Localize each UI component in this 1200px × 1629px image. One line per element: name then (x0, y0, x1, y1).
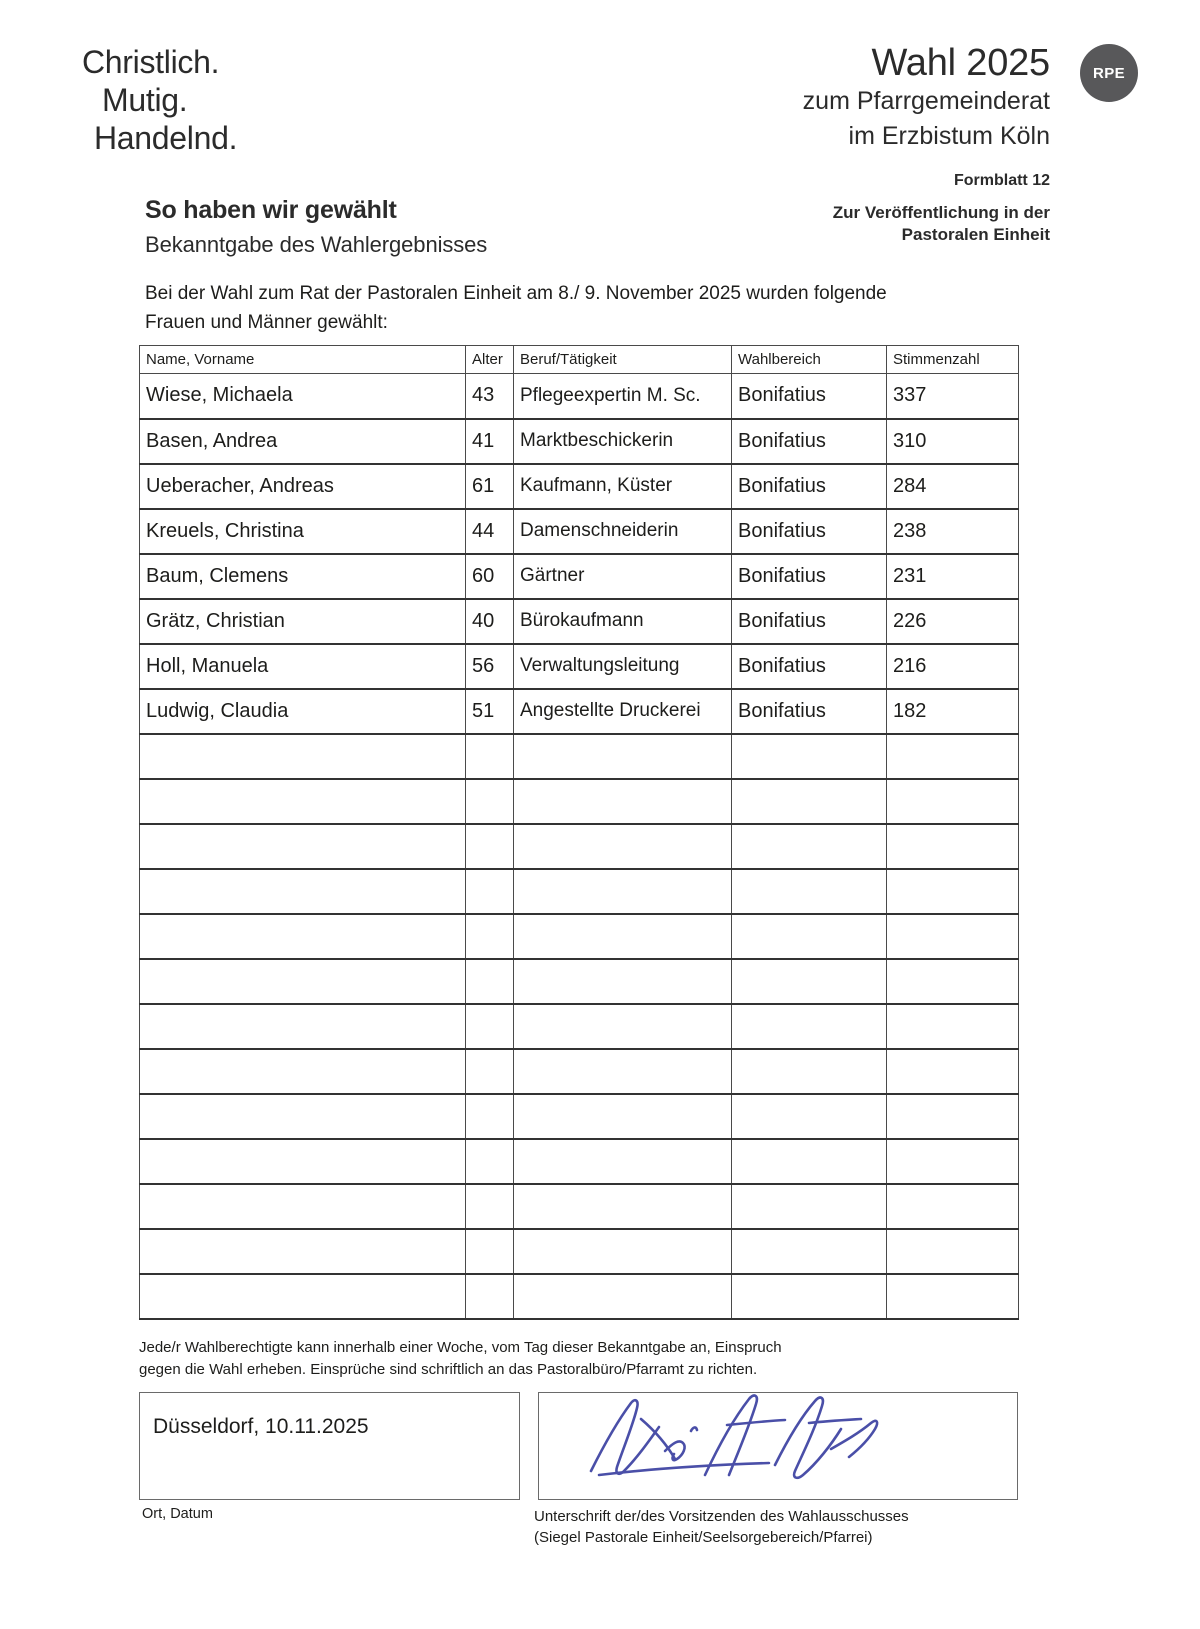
publication-line-1: Zur Veröffentlichung in der (832, 203, 1050, 222)
form-number: Formblatt 12 (953, 172, 1050, 189)
signature-box[interactable] (538, 1392, 1018, 1500)
table-cell-empty-stimmen[interactable] (887, 959, 1019, 1004)
table-cell-beruf: Kaufmann, Küster (514, 464, 732, 509)
table-cell-alter: 56 (466, 644, 514, 689)
table-cell-empty-stimmen[interactable] (887, 1094, 1019, 1139)
form-meta (833, 172, 1050, 247)
table-cell-empty-beruf[interactable] (514, 1229, 732, 1274)
results-table-container (139, 345, 1018, 1320)
table-cell-empty-name[interactable] (140, 824, 466, 869)
table-cell-wahlbereich: Bonifatius (732, 689, 887, 734)
table-cell-empty-alter[interactable] (466, 734, 514, 779)
intro-line-2: Frauen und Männer gewählt: (145, 311, 388, 333)
publication-line-2: Pastoralen Einheit (901, 225, 1050, 245)
table-row-empty[interactable] (140, 824, 1019, 869)
table-row (140, 509, 1019, 554)
table-cell-empty-wahlbereich[interactable] (732, 824, 887, 869)
table-cell-empty-stimmen[interactable] (887, 824, 1019, 869)
table-row-empty[interactable] (140, 1229, 1019, 1274)
table-cell-beruf: Damenschneiderin (514, 509, 732, 554)
table-cell-beruf: Bürokaufmann (514, 599, 732, 644)
table-cell-alter: 60 (466, 554, 514, 599)
slogan-line-2: Mutig. (102, 81, 188, 118)
table-cell-wahlbereich: Bonifatius (732, 419, 887, 464)
intro-line-1: Bei der Wahl zum Rat der Pastoralen Einheit am 8./ 9. November 2025 wurden folgende (145, 283, 887, 304)
rpe-logo-icon (1080, 44, 1138, 102)
table-cell-empty-stimmen[interactable] (887, 1004, 1019, 1049)
table-cell-wahlbereich: Bonifatius (732, 464, 887, 509)
table-row-empty[interactable] (140, 959, 1019, 1004)
table-cell-wahlbereich: Bonifatius (732, 509, 887, 554)
table-cell-empty-beruf[interactable] (514, 959, 732, 1004)
table-cell-alter: 40 (466, 599, 514, 644)
table-cell-empty-alter[interactable] (466, 1139, 514, 1184)
election-header (803, 44, 1050, 151)
table-cell-stimmen: 182 (887, 689, 1019, 734)
table-cell-empty-wahlbereich[interactable] (732, 1274, 887, 1319)
table-cell-beruf: Pflegeexpertin M. Sc. (514, 374, 732, 419)
table-row-empty[interactable] (140, 1049, 1019, 1094)
rpe-logo-text: RPE (1092, 64, 1126, 82)
election-subtitle-line-1: zum Pfarrgemeinderat (802, 87, 1050, 115)
election-subtitle-line-2: im Erzbistum Köln (848, 121, 1050, 150)
place-date-box[interactable] (139, 1392, 520, 1500)
table-cell-empty-alter[interactable] (466, 1094, 514, 1139)
table-cell-empty-wahlbereich[interactable] (732, 1229, 887, 1274)
place-date-value: Düsseldorf, 10.11.2025 (153, 1415, 369, 1438)
page-subtitle: Bekanntgabe des Wahlergebnisses (145, 232, 488, 257)
table-cell-empty-wahlbereich[interactable] (732, 1139, 887, 1184)
table-cell-stimmen: 226 (887, 599, 1019, 644)
table-cell-empty-alter[interactable] (466, 1004, 514, 1049)
table-cell-empty-stimmen[interactable] (887, 869, 1019, 914)
table-cell-name: Basen, Andrea (140, 419, 466, 464)
table-cell-empty-name[interactable] (140, 869, 466, 914)
table-cell-empty-alter[interactable] (466, 1184, 514, 1229)
table-cell-alter: 51 (466, 689, 514, 734)
note-line-2: gegen die Wahl erheben. Einsprüche sind schriftlich an das Pastoralbüro/Pfarramt zu richten. (139, 1360, 758, 1378)
table-cell-empty-name[interactable] (140, 1139, 466, 1184)
table-cell-empty-beruf[interactable] (514, 1004, 732, 1049)
table-cell-empty-name[interactable] (140, 1049, 466, 1094)
table-cell-beruf: Verwaltungsleitung (514, 644, 732, 689)
page-header (0, 0, 1200, 160)
table-cell-wahlbereich: Bonifatius (732, 644, 887, 689)
column-header-stimmenzahl: Stimmenzahl (887, 346, 1019, 374)
slogan-line-1: Christlich. (82, 44, 220, 80)
table-row-empty[interactable] (140, 1139, 1019, 1184)
table-cell-empty-alter[interactable] (466, 779, 514, 824)
table-cell-empty-name[interactable] (140, 959, 466, 1004)
objection-note (139, 1337, 879, 1381)
table-cell-empty-wahlbereich[interactable] (732, 914, 887, 959)
table-row (140, 689, 1019, 734)
caption-signature (534, 1506, 909, 1548)
table-cell-wahlbereich: Bonifatius (732, 554, 887, 599)
table-row-empty[interactable] (140, 1184, 1019, 1229)
table-cell-empty-name[interactable] (140, 1004, 466, 1049)
table-cell-empty-wahlbereich[interactable] (732, 1184, 887, 1229)
table-cell-stimmen: 310 (887, 419, 1019, 464)
table-cell-stimmen: 216 (887, 644, 1019, 689)
table-cell-stimmen: 337 (887, 374, 1019, 419)
table-row-empty[interactable] (140, 779, 1019, 824)
table-cell-name: Grätz, Christian (140, 599, 466, 644)
table-cell-empty-name[interactable] (140, 914, 466, 959)
table-row-empty[interactable] (140, 734, 1019, 779)
table-row-empty[interactable] (140, 869, 1019, 914)
document-titles (145, 196, 487, 258)
table-cell-empty-stimmen[interactable] (887, 1274, 1019, 1319)
table-cell-empty-wahlbereich[interactable] (732, 869, 887, 914)
caption-place-date: Ort, Datum (142, 1506, 213, 1522)
table-row (140, 419, 1019, 464)
caption-signature-line-1: Unterschrift der/des Vorsitzenden des Wahlausschusses (534, 1508, 909, 1525)
brand-slogan (82, 44, 237, 157)
table-cell-name: Holl, Manuela (140, 644, 466, 689)
table-cell-empty-name[interactable] (140, 1229, 466, 1274)
column-header-name: Name, Vorname (140, 346, 466, 374)
table-cell-empty-beruf[interactable] (514, 1274, 732, 1319)
table-cell-empty-alter[interactable] (466, 1049, 514, 1094)
table-cell-stimmen: 231 (887, 554, 1019, 599)
table-cell-empty-alter[interactable] (466, 1274, 514, 1319)
table-cell-empty-name[interactable] (140, 779, 466, 824)
table-cell-empty-stimmen[interactable] (887, 1229, 1019, 1274)
table-cell-empty-alter[interactable] (466, 824, 514, 869)
table-cell-empty-beruf[interactable] (514, 1094, 732, 1139)
table-cell-empty-name[interactable] (140, 734, 466, 779)
table-row-empty[interactable] (140, 1274, 1019, 1319)
table-row (140, 374, 1019, 419)
table-cell-name: Baum, Clemens (140, 554, 466, 599)
table-cell-empty-beruf[interactable] (514, 734, 732, 779)
table-head (140, 346, 1019, 374)
table-cell-empty-beruf[interactable] (514, 1184, 732, 1229)
table-cell-empty-beruf[interactable] (514, 1139, 732, 1184)
table-cell-empty-name[interactable] (140, 1274, 466, 1319)
table-row (140, 644, 1019, 689)
page-title: So haben wir gewählt (145, 196, 397, 224)
table-row (140, 599, 1019, 644)
table-cell-empty-wahlbereich[interactable] (732, 959, 887, 1004)
intro-paragraph (145, 280, 887, 337)
table-cell-beruf: Angestellte Druckerei (514, 689, 732, 734)
table-cell-empty-alter[interactable] (466, 1229, 514, 1274)
table-cell-empty-stimmen[interactable] (887, 734, 1019, 779)
table-cell-alter: 43 (466, 374, 514, 419)
table-cell-wahlbereich: Bonifatius (732, 374, 887, 419)
table-cell-stimmen: 238 (887, 509, 1019, 554)
table-cell-alter: 61 (466, 464, 514, 509)
table-cell-empty-beruf[interactable] (514, 914, 732, 959)
handwritten-signature-icon (579, 1379, 899, 1499)
table-cell-beruf: Gärtner (514, 554, 732, 599)
table-cell-name: Ludwig, Claudia (140, 689, 466, 734)
table-cell-alter: 44 (466, 509, 514, 554)
caption-signature-line-2: (Siegel Pastorale Einheit/Seelsorgebereich/Pfarrei) (534, 1529, 873, 1546)
table-cell-empty-wahlbereich[interactable] (732, 1004, 887, 1049)
table-cell-empty-stimmen[interactable] (887, 1184, 1019, 1229)
column-header-alter: Alter (466, 346, 514, 374)
table-row (140, 554, 1019, 599)
table-cell-name: Wiese, Michaela (140, 374, 466, 419)
table-cell-empty-beruf[interactable] (514, 869, 732, 914)
table-cell-empty-wahlbereich[interactable] (732, 734, 887, 779)
table-row-empty[interactable] (140, 914, 1019, 959)
table-cell-empty-beruf[interactable] (514, 1049, 732, 1094)
table-cell-empty-stimmen[interactable] (887, 779, 1019, 824)
table-cell-empty-beruf[interactable] (514, 824, 732, 869)
table-cell-empty-name[interactable] (140, 1094, 466, 1139)
table-cell-empty-wahlbereich[interactable] (732, 1094, 887, 1139)
table-cell-empty-alter[interactable] (466, 869, 514, 914)
column-header-beruf: Beruf/Tätigkeit (514, 346, 732, 374)
note-line-1: Jede/r Wahlberechtigte kann innerhalb einer Woche, vom Tag dieser Bekanntgabe an, Einspruch (139, 1339, 782, 1356)
table-cell-stimmen: 284 (887, 464, 1019, 509)
table-cell-empty-wahlbereich[interactable] (732, 1049, 887, 1094)
table-cell-wahlbereich: Bonifatius (732, 599, 887, 644)
table-row-empty[interactable] (140, 1004, 1019, 1049)
table-row-empty[interactable] (140, 1094, 1019, 1139)
table-body (140, 374, 1019, 1319)
table-cell-empty-stimmen[interactable] (887, 1049, 1019, 1094)
table-row (140, 464, 1019, 509)
table-cell-name: Ueberacher, Andreas (140, 464, 466, 509)
table-cell-empty-stimmen[interactable] (887, 1139, 1019, 1184)
table-cell-empty-name[interactable] (140, 1184, 466, 1229)
table-cell-empty-wahlbereich[interactable] (732, 779, 887, 824)
table-cell-empty-beruf[interactable] (514, 779, 732, 824)
results-table (139, 345, 1019, 1320)
table-header-row (140, 346, 1019, 374)
signature-area (139, 1392, 1018, 1500)
table-cell-alter: 41 (466, 419, 514, 464)
slogan-line-3: Handelnd. (94, 119, 238, 156)
election-title: Wahl 2025 (871, 42, 1050, 84)
table-cell-empty-alter[interactable] (466, 959, 514, 1004)
table-cell-beruf: Marktbeschickerin (514, 419, 732, 464)
table-cell-name: Kreuels, Christina (140, 509, 466, 554)
column-header-wahlbereich: Wahlbereich (732, 346, 887, 374)
table-cell-empty-stimmen[interactable] (887, 914, 1019, 959)
table-cell-empty-alter[interactable] (466, 914, 514, 959)
